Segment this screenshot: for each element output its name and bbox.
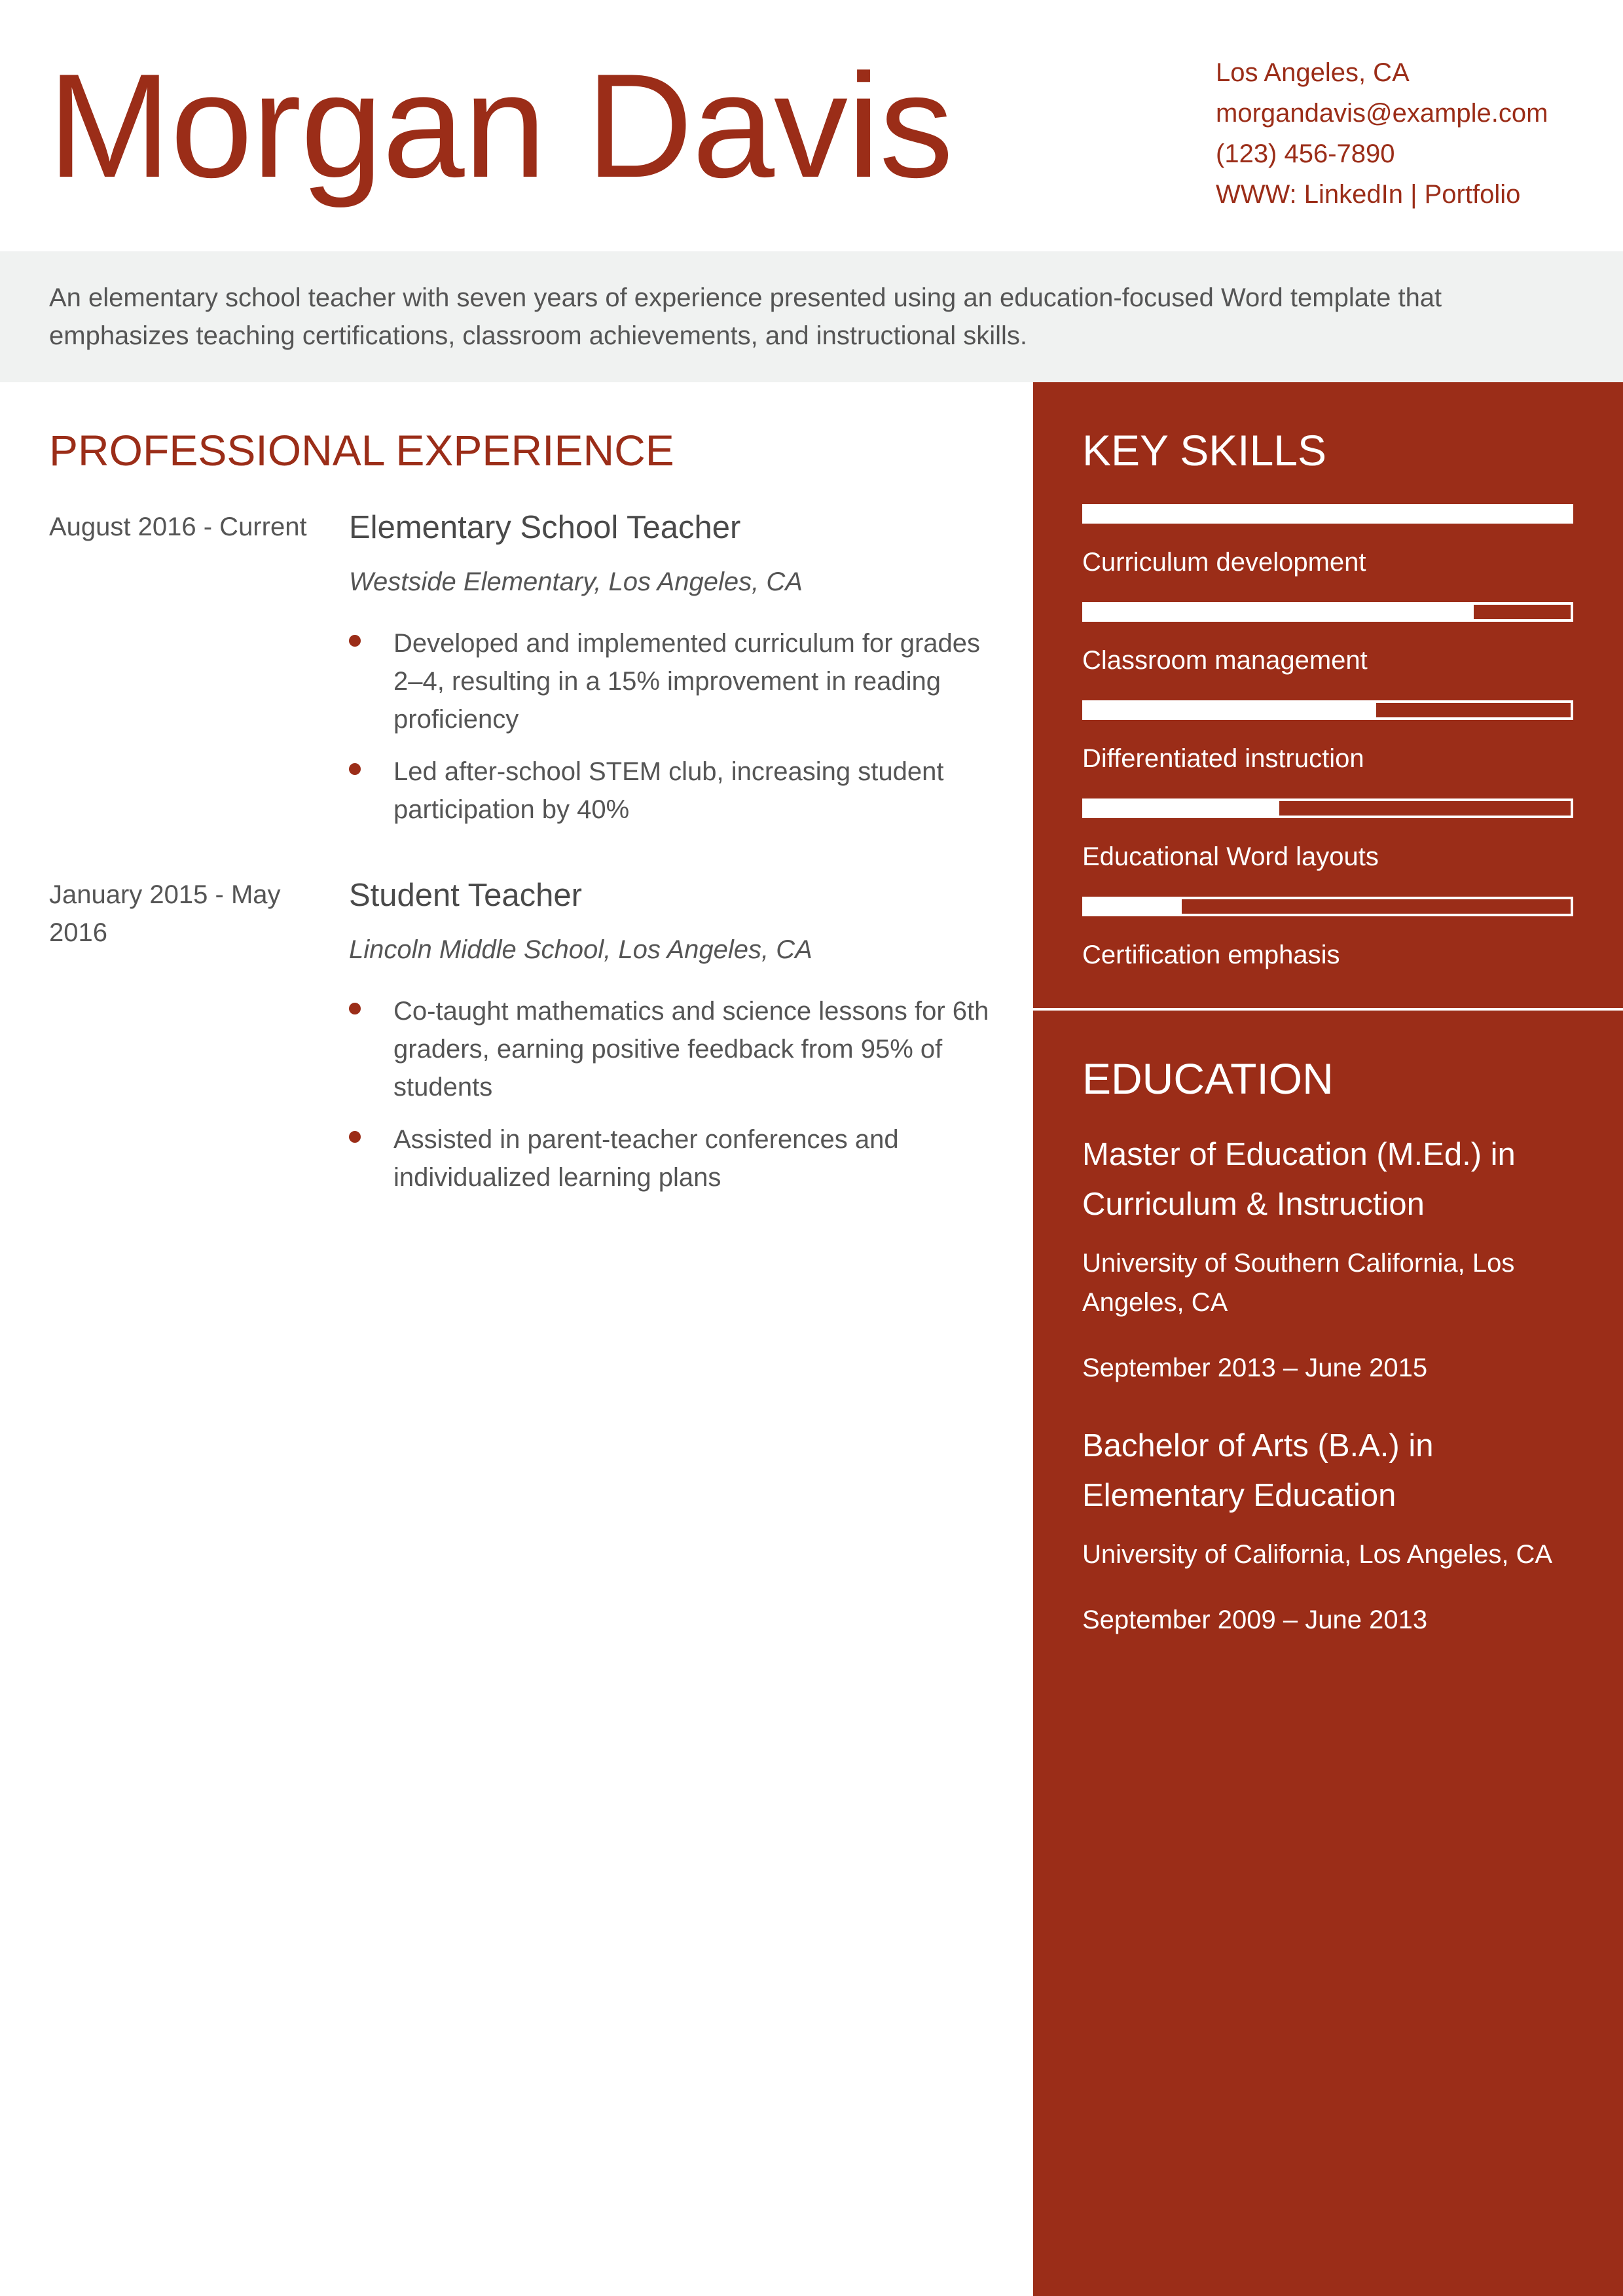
- education-dates: September 2009 – June 2013: [1082, 1605, 1428, 1634]
- contact-info: [1216, 52, 1609, 215]
- skill-label: Certification emphasis: [1082, 941, 1340, 969]
- job-title: Elementary School Teacher: [349, 510, 741, 545]
- skill-level-fill: [1085, 703, 1376, 717]
- skill-label: Classroom management: [1082, 646, 1368, 675]
- sidebar: [1033, 382, 1623, 2296]
- skill-level-fill: [1085, 507, 1571, 521]
- contact-links[interactable]: WWW: LinkedIn | Portfolio: [1216, 180, 1521, 209]
- bullet-dot-icon: [349, 763, 361, 775]
- resume-header: [0, 0, 1623, 251]
- job-bullets: [349, 992, 991, 1211]
- education-school: University of Southern California, Los Angeles, CA: [1082, 1249, 1515, 1317]
- candidate-name: Morgan Davis: [48, 43, 953, 208]
- contact-location: Los Angeles, CA: [1216, 58, 1410, 87]
- education-dates: September 2013 – June 2015: [1082, 1354, 1428, 1382]
- education-heading: EDUCATION: [1082, 1054, 1334, 1103]
- skill-level-bar: [1082, 504, 1573, 524]
- contact-phone[interactable]: (123) 456-7890: [1216, 139, 1395, 168]
- job-bullets: [349, 624, 991, 843]
- summary-band: [0, 251, 1623, 382]
- bullet-dot-icon: [349, 1131, 361, 1143]
- summary-text: An elementary school teacher with seven years of experience presented using an education-focused Word template that emphasizes teaching certifications, classroom achievements, and instructional skills.: [49, 283, 1442, 350]
- skill-level-bar: [1082, 798, 1573, 818]
- skill-level-fill: [1085, 899, 1182, 914]
- job-dates: January 2015 - May 2016: [49, 880, 281, 947]
- job-dates: August 2016 - Current: [49, 512, 307, 541]
- skills-heading: KEY SKILLS: [1082, 426, 1327, 475]
- education-degree: Master of Education (M.Ed.) in Curriculum & Instruction: [1082, 1137, 1516, 1222]
- skill-level-fill: [1085, 801, 1279, 816]
- bullet-dot-icon: [349, 1003, 361, 1014]
- skill-label: Differentiated instruction: [1082, 744, 1364, 773]
- bullet-item: [349, 1121, 991, 1196]
- bullet-text: Developed and implemented curriculum for grades 2–4, resulting in a 15% improvement in reading proficiency: [393, 629, 981, 734]
- skill-level-bar: [1082, 602, 1573, 622]
- education-degree: Bachelor of Arts (B.A.) in Elementary Education: [1082, 1428, 1434, 1513]
- skill-label: Educational Word layouts: [1082, 842, 1379, 871]
- education-school: University of California, Los Angeles, CA: [1082, 1540, 1553, 1569]
- experience-column: [0, 382, 1033, 2296]
- bullet-text: Co-taught mathematics and science lessons for 6th graders, earning positive feedback from 95% of students: [393, 997, 989, 1102]
- skill-label: Curriculum development: [1082, 548, 1366, 577]
- contact-email[interactable]: morgandavis@example.com: [1216, 99, 1548, 128]
- sidebar-divider: [1033, 1008, 1623, 1011]
- bullet-item: [349, 753, 991, 829]
- job-company: Westside Elementary, Los Angeles, CA: [349, 567, 803, 596]
- job-company: Lincoln Middle School, Los Angeles, CA: [349, 935, 812, 964]
- skill-level-bar: [1082, 897, 1573, 916]
- bullet-text: Assisted in parent-teacher conferences and individualized learning plans: [393, 1125, 899, 1192]
- job-title: Student Teacher: [349, 878, 582, 913]
- skill-level-fill: [1085, 605, 1474, 619]
- education-entry: [1082, 1421, 1586, 1640]
- bullet-text: Led after-school STEM club, increasing student participation by 40%: [393, 757, 944, 824]
- experience-heading: PROFESSIONAL EXPERIENCE: [49, 426, 674, 475]
- education-entry: [1082, 1130, 1586, 1388]
- bullet-item: [349, 624, 991, 738]
- bullet-dot-icon: [349, 635, 361, 647]
- skill-level-bar: [1082, 700, 1573, 720]
- bullet-item: [349, 992, 991, 1106]
